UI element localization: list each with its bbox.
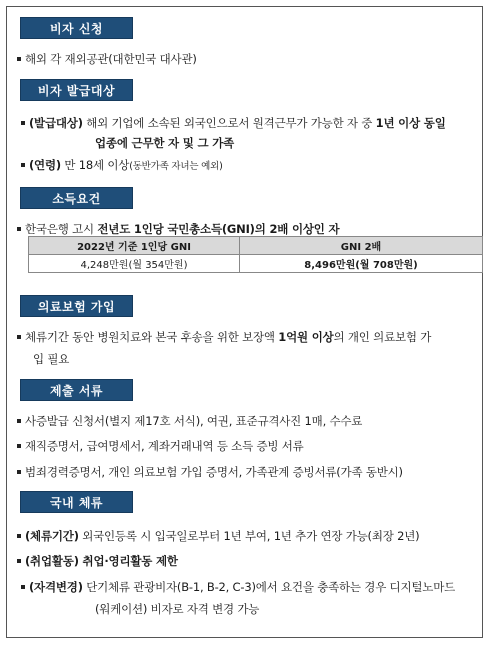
- table-header-cell: GNI 2배: [240, 237, 483, 255]
- insurance-line: [17, 329, 431, 345]
- eligibility-item-1: [21, 115, 446, 131]
- bullet-icon: [21, 585, 25, 589]
- insurance-text-2: 입 필요: [33, 352, 70, 366]
- stay-item-1: [17, 528, 419, 544]
- bullet-icon: [17, 559, 21, 563]
- table-row: [29, 255, 483, 273]
- insurance-prefix: 체류기간 동안 병원치료와 본국 후송을 위한 보장액: [25, 330, 279, 344]
- section-header-insurance: 의료보험 가입: [20, 295, 133, 317]
- stay-text-1: 외국인등록 시 입국일로부터 1년 부여, 1년 추가 연장 가능(최장 2년): [78, 529, 420, 543]
- table-cell: 4,248만원(월 354만원): [29, 255, 240, 273]
- stay-text-3b: (워케이션) 비자로 자격 변경 가능: [95, 602, 260, 616]
- document-item: [17, 464, 403, 480]
- section-header-stay: 국내 체류: [20, 491, 133, 513]
- section-header-eligibility: 비자 발급대상: [20, 79, 133, 101]
- document-item-text: 사증발급 신청서(별지 제17호 서식), 여권, 표준규격사진 1매, 수수료: [25, 414, 363, 428]
- table-cell: 8,496만원(월 708만원): [240, 255, 483, 273]
- eligibility-label-2: (연령): [29, 158, 61, 172]
- table-header-cell: 2022년 기준 1인당 GNI: [29, 237, 240, 255]
- stay-label-3: (자격변경): [29, 580, 83, 594]
- section-header-visa: 비자 신청: [20, 17, 133, 39]
- document-item: [17, 413, 362, 429]
- stay-item-3-cont: [95, 601, 259, 617]
- document-frame: [6, 6, 483, 638]
- eligibility-item-1-cont: [95, 135, 234, 151]
- stay-bold-2: 취업·영리활동 제한: [78, 554, 178, 568]
- bullet-icon: [17, 470, 21, 474]
- bullet-icon: [17, 227, 21, 231]
- eligibility-text-1b: 업종에 근무한 자 및 그 가족: [95, 136, 235, 150]
- document-item: [17, 438, 304, 454]
- eligibility-label-1: (발급대상): [29, 116, 83, 130]
- section-header-income: 소득요건: [20, 187, 133, 209]
- income-prefix: 한국은행 고시: [25, 222, 98, 236]
- eligibility-item-2: [21, 157, 223, 173]
- bullet-icon: [21, 163, 25, 167]
- stay-item-2: [17, 553, 178, 569]
- insurance-line-2: [33, 351, 69, 367]
- visa-line: [17, 51, 197, 67]
- insurance-bold: 1억원 이상: [278, 330, 334, 344]
- stay-item-3: [21, 579, 455, 595]
- income-bold: 전년도 1인당 국민총소득(GNI)의 2배 이상인 자: [97, 222, 340, 236]
- eligibility-text-1: 해외 기업에 소속된 외국인으로서 원격근무가 가능한 자 중: [82, 116, 376, 130]
- insurance-suffix: 의 개인 의료보험 가: [333, 330, 432, 344]
- document-item-text: 재직증명서, 급여명세서, 계좌거래내역 등 소득 증빙 서류: [25, 439, 304, 453]
- bullet-icon: [17, 57, 21, 61]
- visa-text: 해외 각 재외공관(대한민국 대사관): [25, 52, 197, 66]
- bullet-icon: [17, 444, 21, 448]
- bullet-icon: [21, 121, 25, 125]
- bullet-icon: [17, 335, 21, 339]
- document-item-text: 범죄경력증명서, 개인 의료보험 가입 증명서, 가족관계 증빙서류(가족 동반시): [25, 465, 403, 479]
- bullet-icon: [17, 419, 21, 423]
- gni-table: [28, 236, 483, 273]
- stay-text-3: 단기체류 관광비자(B-1, B-2, C-3)에서 요건을 충족하는 경우 디지털노마드: [82, 580, 456, 594]
- bullet-icon: [17, 534, 21, 538]
- eligibility-bold-1: 1년 이상 동일: [375, 116, 446, 130]
- stay-label-2: (취업활동): [25, 554, 79, 568]
- table-header-row: [29, 237, 483, 255]
- income-line: [17, 221, 339, 237]
- stay-label-1: (체류기간): [25, 529, 79, 543]
- section-header-documents: 제출 서류: [20, 379, 133, 401]
- eligibility-note-2: (동반가족 자녀는 예외): [129, 161, 223, 172]
- eligibility-text-2: 만 18세 이상: [60, 158, 130, 172]
